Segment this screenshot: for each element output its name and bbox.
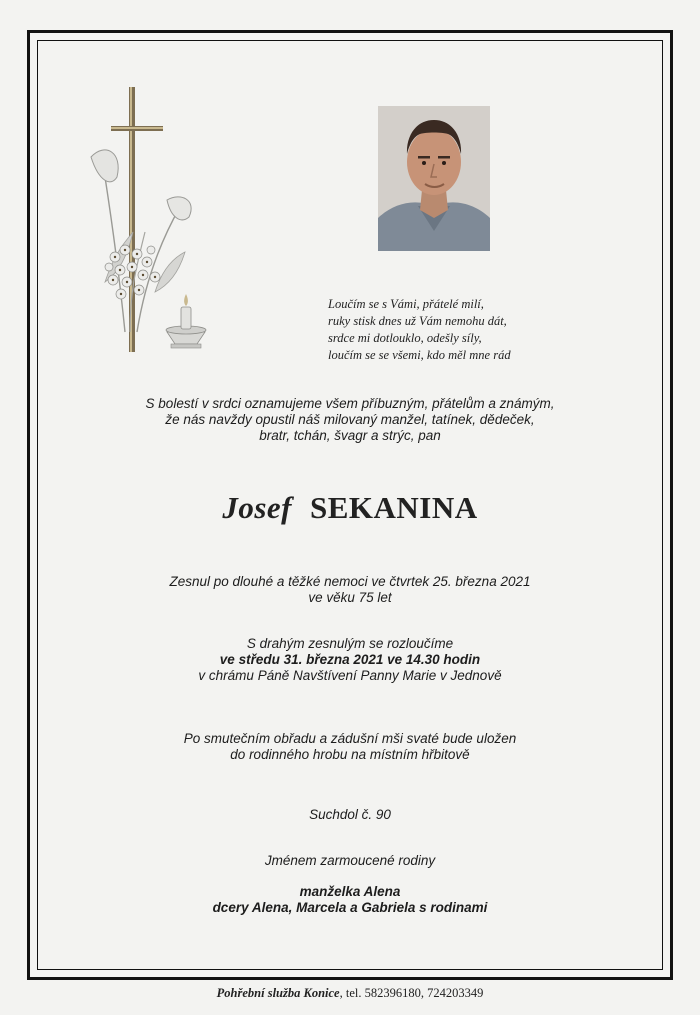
death-notice xyxy=(37,574,663,606)
ceremony-line: S drahým zesnulým se rozloučíme xyxy=(246,636,454,651)
family-intro-line: Jménem zarmoucené rodiny xyxy=(264,853,436,868)
first-name: Josef xyxy=(222,490,292,525)
farewell-poem xyxy=(328,296,588,364)
burial-line: Po smutečním obřadu a zádušní mši svaté bude uložen xyxy=(183,731,517,746)
portrait-icon xyxy=(378,106,490,251)
ceremony-date: ve středu 31. března 2021 ve 14.30 hodin xyxy=(219,652,481,667)
burial-info xyxy=(37,731,663,763)
family-list xyxy=(37,884,663,916)
funeral-service-footer xyxy=(0,986,700,1001)
family-member: dcery Alena, Marcela a Gabriela s rodinami xyxy=(212,900,488,915)
deceased-name xyxy=(37,488,663,528)
address xyxy=(37,807,663,823)
intro-line: že nás navždy opustil náš milovaný manžel, tatínek, dědeček, xyxy=(165,412,535,427)
cross-with-lilies-icon xyxy=(85,82,220,357)
family-member: manželka Alena xyxy=(299,884,401,899)
ceremony-info xyxy=(37,636,663,684)
age-line: ve věku 75 let xyxy=(308,590,392,605)
address-line: Suchdol č. 90 xyxy=(309,807,391,822)
intro-line: bratr, tchán, švagr a strýc, pan xyxy=(259,428,441,443)
portrait-photo xyxy=(378,106,490,251)
burial-line: do rodinného hrobu na místním hřbitově xyxy=(230,747,470,762)
poem-line: Loučím se s Vámi, přátelé milí, xyxy=(328,297,484,311)
intro-line: S bolestí v srdci oznamujeme všem příbuzným, přátelům a známým, xyxy=(145,396,555,411)
service-phones: , tel. 582396180, 724203349 xyxy=(339,986,484,1000)
death-line: Zesnul po dlouhé a těžké nemoci ve čtvrtek 25. března 2021 xyxy=(169,574,531,589)
family-intro xyxy=(37,853,663,869)
last-name: SEKANINA xyxy=(310,490,478,525)
service-name: Pohřební služba Konice xyxy=(216,986,340,1000)
poem-line: ruky stisk dnes už Vám nemohu dát, xyxy=(328,314,507,328)
poem-line: loučím se se všemi, kdo měl mne rád xyxy=(328,348,511,362)
poem-line: srdce mi dotlouklo, odešly síly, xyxy=(328,331,482,345)
ceremony-place: v chrámu Páně Navštívení Panny Marie v Jednově xyxy=(198,668,502,683)
announcement-intro xyxy=(37,396,663,444)
